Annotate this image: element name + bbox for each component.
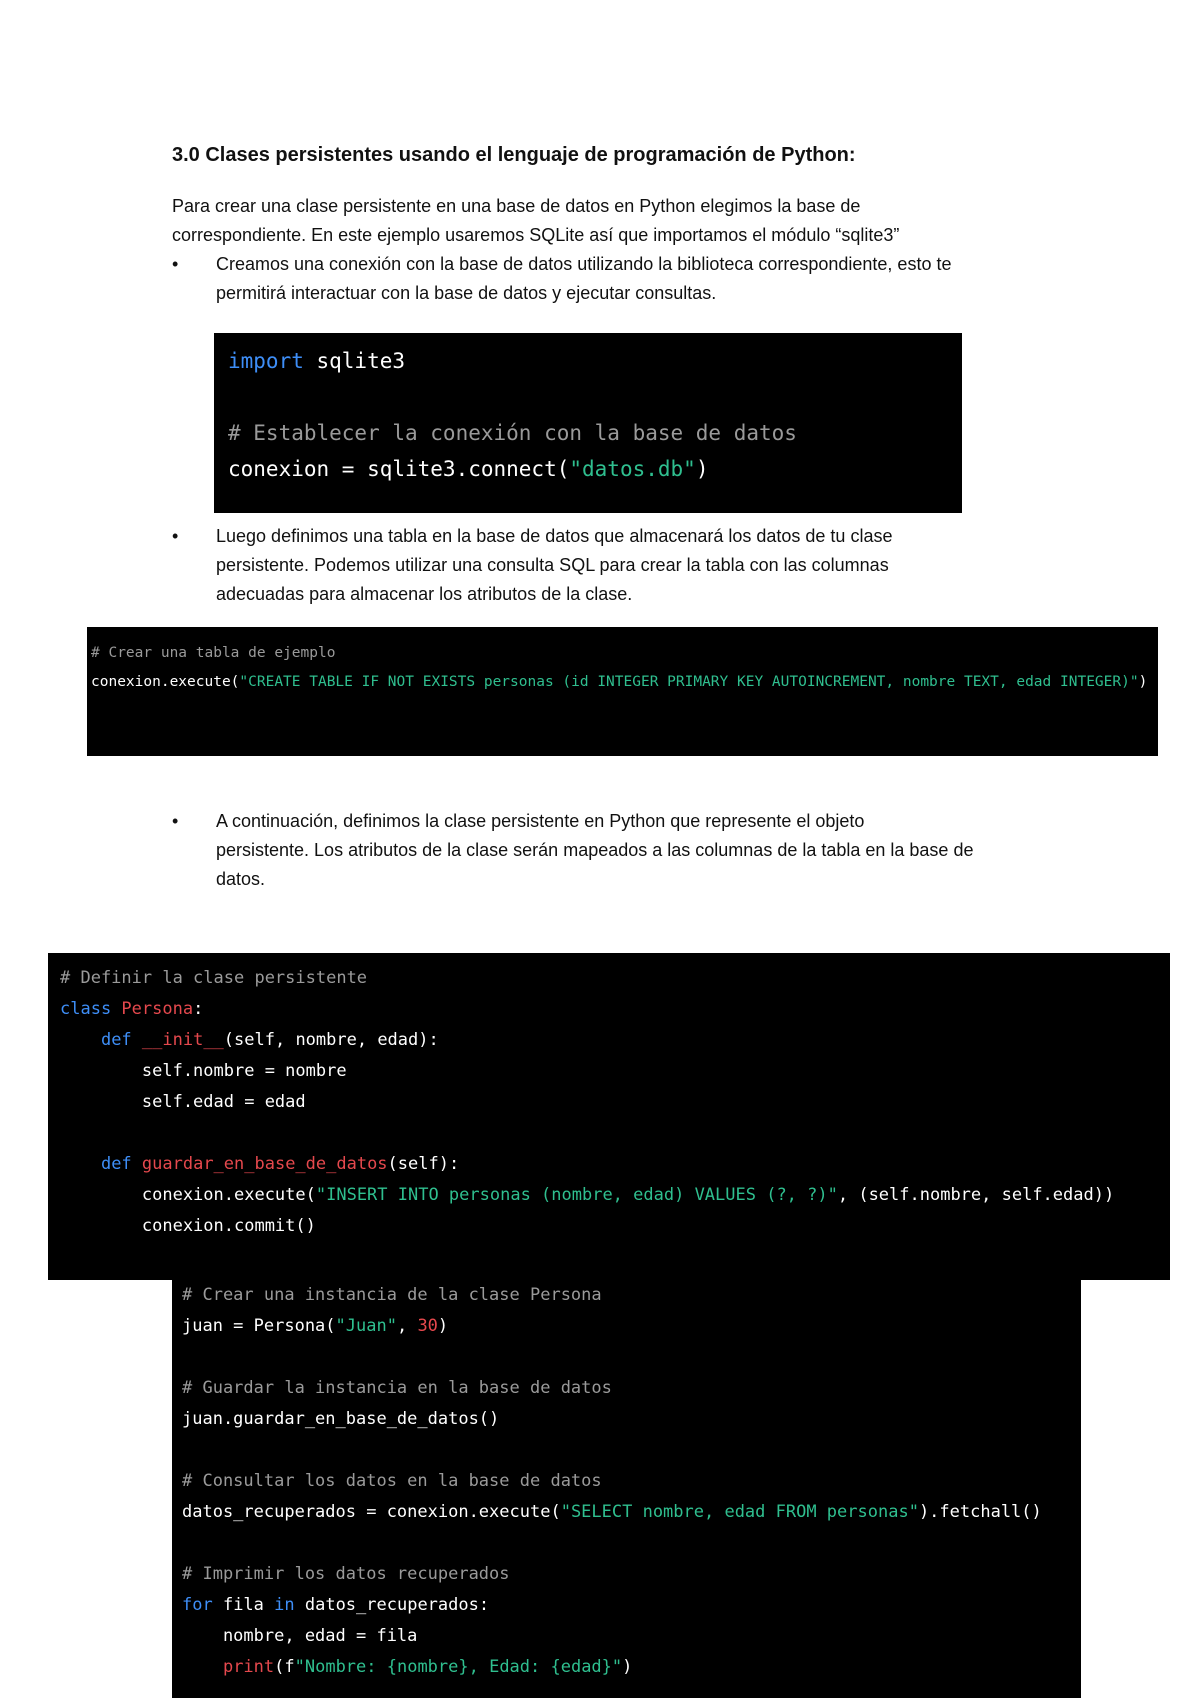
code-line bbox=[91, 668, 1154, 697]
code-block-usage bbox=[172, 1280, 1081, 1698]
code-line bbox=[91, 639, 1154, 668]
code-token: def bbox=[100, 1030, 142, 1050]
code-token: guardar_en_base_de_datos bbox=[141, 1154, 388, 1174]
code-token: (self, nombre, edad): bbox=[223, 1030, 439, 1050]
code-token: ) bbox=[622, 1657, 633, 1677]
code-token: # Establecer la conexión con la base de datos bbox=[228, 421, 797, 445]
code-line bbox=[60, 1118, 1158, 1149]
code-token: import bbox=[228, 349, 304, 373]
code-line bbox=[182, 1590, 1071, 1621]
code-token: conexion = sqlite3.connect( bbox=[228, 457, 570, 481]
bullet-item bbox=[172, 807, 1072, 894]
code-token: : bbox=[193, 999, 204, 1019]
code-block-class-definition bbox=[48, 953, 1170, 1280]
code-token: Persona bbox=[121, 999, 194, 1019]
code-token: (f bbox=[274, 1657, 295, 1677]
code-token: , (self.nombre, self.edad)) bbox=[837, 1185, 1115, 1205]
code-token: ).fetchall() bbox=[918, 1502, 1042, 1522]
code-token: , bbox=[396, 1316, 418, 1336]
code-line bbox=[182, 1466, 1071, 1497]
code-line bbox=[182, 1311, 1071, 1342]
code-token: fila bbox=[222, 1595, 275, 1615]
bullet-line: permitirá interactuar con la base de datos y ejecutar consultas. bbox=[216, 283, 717, 303]
code-token: conexion.execute( bbox=[60, 1185, 316, 1205]
code-token: in bbox=[274, 1595, 305, 1615]
code-token: # Definir la clase persistente bbox=[60, 968, 368, 988]
code-token: # Consultar los datos en la base de datos bbox=[182, 1471, 602, 1491]
code-token: "INSERT INTO personas (nombre, edad) VALUES (?, ?)" bbox=[315, 1185, 838, 1205]
code-token: conexion.execute( bbox=[91, 674, 240, 690]
bullet-line: adecuadas para almacenar los atributos de la clase. bbox=[216, 584, 633, 604]
bullet-line: A continuación, definimos la clase persistente en Python que represente el objeto bbox=[216, 811, 865, 831]
code-token: __init__ bbox=[141, 1030, 224, 1050]
code-token: ) bbox=[1138, 674, 1148, 690]
code-line bbox=[182, 1652, 1071, 1683]
code-token: # Guardar la instancia en la base de datos bbox=[182, 1378, 612, 1398]
code-token: self.edad = edad bbox=[60, 1092, 306, 1112]
code-line bbox=[228, 379, 948, 415]
bullet-text bbox=[216, 250, 1072, 308]
bullet-item bbox=[172, 522, 1072, 609]
code-token: class bbox=[60, 999, 122, 1019]
code-token: juan = Persona( bbox=[182, 1316, 336, 1336]
bullet-line: Luego definimos una tabla en la base de datos que almacenará los datos de tu clase bbox=[216, 526, 893, 546]
code-token: "CREATE TABLE IF NOT EXISTS personas (id INTEGER PRIMARY KEY AUTOINCREMENT, nombre TEXT, edad INTEGER)" bbox=[239, 674, 1139, 690]
bullet-line: persistente. Los atributos de la clase serán mapeados a las columnas de la tabla en la base de bbox=[216, 840, 974, 860]
code-block-create-table bbox=[87, 627, 1158, 756]
code-line bbox=[228, 451, 948, 487]
bullet-item bbox=[172, 250, 1072, 308]
code-token: def bbox=[100, 1154, 142, 1174]
code-token: (self): bbox=[387, 1154, 460, 1174]
bullet-line: Creamos una conexión con la base de datos utilizando la biblioteca correspondiente, esto te bbox=[216, 254, 952, 274]
code-token: conexion.commit() bbox=[60, 1216, 316, 1236]
code-line bbox=[182, 1621, 1071, 1652]
code-line bbox=[182, 1497, 1071, 1528]
code-token: for bbox=[182, 1595, 223, 1615]
intro-line: Para crear una clase persistente en una base de datos en Python elegimos la base de bbox=[172, 196, 861, 216]
bullet-line: persistente. Podemos utilizar una consulta SQL para crear la tabla con las columnas bbox=[216, 555, 889, 575]
code-line bbox=[182, 1528, 1071, 1559]
code-token: "Nombre: {nombre}, Edad: {edad}" bbox=[294, 1657, 623, 1677]
code-block-connect bbox=[214, 333, 962, 513]
bullet-text bbox=[216, 807, 1072, 894]
code-line bbox=[60, 1025, 1158, 1056]
bullet-symbol: • bbox=[172, 254, 179, 274]
intro-line: correspondiente. En este ejemplo usaremos SQLite así que importamos el módulo “sqlite3” bbox=[172, 225, 900, 245]
code-token: "datos.db" bbox=[569, 457, 696, 481]
code-token bbox=[60, 1154, 101, 1174]
code-line bbox=[182, 1559, 1071, 1590]
code-line bbox=[60, 1056, 1158, 1087]
code-token: sqlite3 bbox=[303, 349, 406, 373]
code-line bbox=[182, 1404, 1071, 1435]
bullet-text bbox=[216, 522, 1072, 609]
code-token bbox=[182, 1657, 223, 1677]
code-line bbox=[60, 963, 1158, 994]
code-token: juan.guardar_en_base_de_datos() bbox=[182, 1409, 500, 1429]
code-token bbox=[60, 1030, 101, 1050]
code-token: datos_recuperados = conexion.execute( bbox=[182, 1502, 561, 1522]
code-line bbox=[60, 1211, 1158, 1242]
intro-paragraph bbox=[172, 192, 1072, 250]
code-line bbox=[60, 994, 1158, 1025]
code-line bbox=[182, 1373, 1071, 1404]
code-token: print bbox=[222, 1657, 275, 1677]
bullet-line: datos. bbox=[216, 869, 266, 889]
code-line bbox=[182, 1435, 1071, 1466]
code-token: # Imprimir los datos recuperados bbox=[182, 1564, 510, 1584]
code-line bbox=[60, 1087, 1158, 1118]
code-token: datos_recuperados: bbox=[304, 1595, 490, 1615]
section-heading: 3.0 Clases persistentes usando el lenguaje de programación de Python: bbox=[172, 144, 856, 166]
code-line bbox=[60, 1149, 1158, 1180]
code-line bbox=[60, 1180, 1158, 1211]
code-token: ) bbox=[695, 457, 709, 481]
code-token: "SELECT nombre, edad FROM personas" bbox=[560, 1502, 919, 1522]
code-line bbox=[228, 415, 948, 451]
code-line bbox=[182, 1342, 1071, 1373]
code-line bbox=[228, 343, 948, 379]
code-token: ) bbox=[437, 1316, 449, 1336]
code-line bbox=[182, 1280, 1071, 1311]
code-token: nombre, edad = fila bbox=[182, 1626, 418, 1646]
code-token: self.nombre = nombre bbox=[60, 1061, 347, 1081]
code-token: # Crear una tabla de ejemplo bbox=[91, 645, 336, 661]
bullet-symbol: • bbox=[172, 811, 179, 831]
code-token: "Juan" bbox=[335, 1316, 397, 1336]
code-token: 30 bbox=[417, 1316, 438, 1336]
bullet-symbol: • bbox=[172, 526, 179, 546]
code-token: # Crear una instancia de la clase Persona bbox=[182, 1285, 602, 1305]
